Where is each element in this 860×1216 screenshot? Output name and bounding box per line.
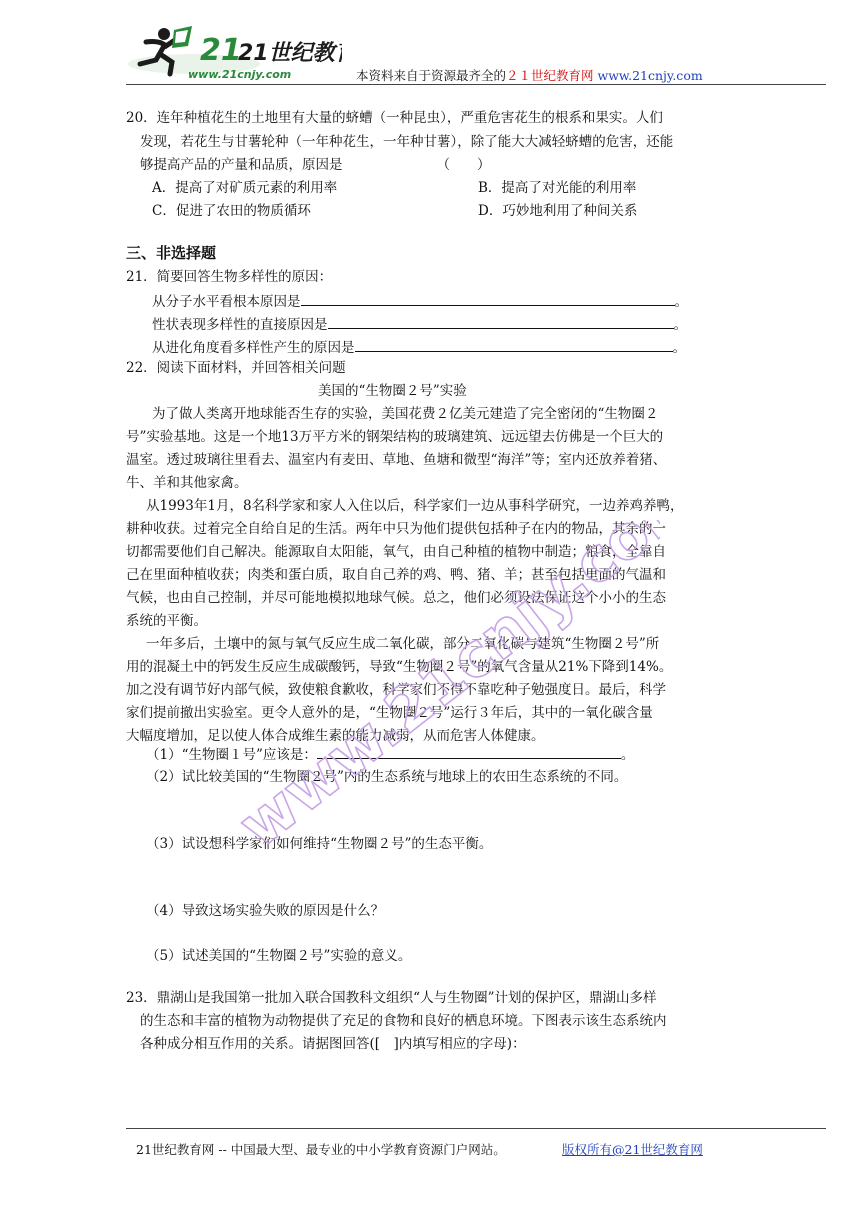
footer-rule (126, 1128, 826, 1129)
q22-para1-line: 温室。透过玻璃往里看去、温室内有麦田、草地、鱼塘和微型“海洋”等；室内还放养着猪、 (126, 452, 667, 468)
watermark-text: www.21cnjy.com (226, 520, 660, 862)
q22-para2-line: 切都需要他们自己解决。能源取自太阳能，氧气，由自己种植的植物中制造；粮食，全靠自 (126, 544, 666, 560)
q20-line-1: 20．连年种植花生的土地里有大量的蛴螬（一种昆虫），严重危害花生的根系和果实。人们 (126, 110, 663, 126)
q22-para2-line: 系统的平衡。 (126, 613, 207, 629)
q22-para3-line: 用的混凝土中的钙发生反应生成碳酸钙，导致“生物圈２号”的氧气含量从21%下降到14%。 (126, 659, 673, 675)
q22-sub-5: （5）试述美国的“生物圈２号”实验的意义。 (146, 948, 412, 964)
site-logo (126, 20, 342, 82)
header-source-prefix: 本资料来自于资源最齐全的 (356, 68, 507, 83)
logo-text: 21世纪教 (238, 41, 335, 66)
q22-sub-3: （3）试设想科学家们如何维持“生物圈２号”的生态平衡。 (146, 836, 493, 852)
q22-para2-line: 己在里面种植收获；肉类和蛋白质，取自自己养的鸡、鸭、猪、羊；甚至包括里面的气温和 (126, 567, 666, 583)
q22-para2-line: 耕种收获。过着完全自给自足的生活。两年中只为他们提供包括种子在内的物品，其余的一 (126, 521, 666, 537)
q21-item-2-end: 。 (673, 317, 687, 333)
svg-text:21: 21 (200, 33, 242, 68)
q21-blank-3[interactable] (355, 337, 673, 352)
q21-item-3 (152, 337, 686, 358)
q21-item-1-end: 。 (674, 294, 688, 310)
q23-line-2: 的生态和丰富的植物为动物提供了充足的食物和良好的栖息环境。下图表示该生态系统内 (140, 1013, 667, 1029)
q22-para3-line: 加之没有调节好内部气候，致使粮食歉收，科学家们不得不靠吃种子勉强度日。最后，科学 (126, 682, 666, 698)
logo-runner-icon (126, 20, 342, 82)
q22-para3-line: 大幅度增加，足以使人体合成维生素的能力减弱，从而危害人体健康。 (126, 728, 545, 744)
q22-para3-line: 一年多后，土壤中的氮与氧气反应生成二氧化碳，部分二氧化碳与建筑“生物圈２号”所 (146, 636, 660, 652)
header-rule (126, 84, 826, 85)
q20-line-3 (140, 155, 491, 175)
q20-answer-paren[interactable]: （ ） (436, 157, 491, 173)
q20-option-a[interactable]: A．提高了对矿质元素的利用率 (152, 180, 338, 196)
q21-blank-1[interactable] (301, 291, 675, 306)
q22-article-title: 美国的“生物圈２号”实验 (318, 383, 467, 399)
q22-para1-line: 号”实验基地。这是一个地13万平方米的钢架结构的玻璃建筑、远远望去仿佛是一个巨大的 (126, 429, 664, 445)
q22-sub-1-end: 。 (620, 747, 635, 763)
section-title: 三、非选择题 (126, 244, 217, 262)
q21-item-3-text: 从进化角度看多样性产生的原因是 (152, 340, 355, 356)
q22-sub-1-text: （1）“生物圈１号”应该是： (146, 747, 317, 763)
q20-option-d[interactable]: D．巧妙地利用了种间关系 (478, 203, 638, 219)
q23-line-1: 23．鼎湖山是我国第一批加入联合国教科文组织“人与生物圈”计划的保护区，鼎湖山多样 (126, 990, 657, 1006)
q22-para1-line: 牛、羊和其他家禽。 (126, 475, 248, 491)
q21-blank-2[interactable] (328, 314, 674, 329)
header-source-site: ２１世纪教育网 (506, 68, 594, 83)
q22-sub-2: （2）试比较美国的“生物圈２号”内的生态系统与地球上的农田生态系统的不同。 (146, 769, 628, 785)
q22-para2-line: 从1993年1月，8名科学家和家人入住以后，科学家们一边从事科学研究，一边养鸡养鸭， (146, 498, 684, 514)
q22-sub-1-blank[interactable] (317, 744, 621, 759)
q20-option-b[interactable]: B．提高了对光能的利用率 (478, 180, 637, 196)
q21-item-3-end: 。 (672, 340, 686, 356)
logo-url: www.21cnjy.com (188, 68, 292, 81)
header-source-url[interactable]: www.21cnjy.com (597, 68, 703, 83)
q21-item-2 (152, 314, 687, 335)
q22-para1-line: 为了做人类离开地球能否生存的实验，美国花费２亿美元建造了完全密闭的“生物圈２ (152, 406, 659, 422)
q22-stem: 22．阅读下面材料，并回答相关问题 (126, 360, 346, 376)
q21-item-1-text: 从分子水平看根本原因是 (152, 294, 301, 310)
q21-item-2-text: 性状表现多样性的直接原因是 (152, 317, 328, 333)
footer-copyright-link[interactable]: 版权所有@21世纪教育网 (562, 1142, 703, 1157)
q20-line-3-text: 够提高产品的产量和品质，原因是 (140, 157, 343, 173)
header-source-line (356, 66, 703, 84)
q23-line-3: 各种成分相互作用的关系。请据图回答([ ]内填写相应的字母)： (140, 1036, 526, 1052)
q20-line-2: 发现，若花生与甘薯轮种（一年种花生，一年种甘薯），除了能大大减轻蛴螬的危害，还能 (140, 134, 674, 150)
footer-left: 21世纪教育网 -- 中国最大型、最专业的中小学教育资源门户网站。 (136, 1142, 506, 1157)
q21-item-1 (152, 291, 688, 312)
q22-sub-1 (146, 744, 634, 765)
q22-para2-line: 气候，也由自己控制，并尽可能地模拟地球气候。总之，他们必须设法保证这个小小的生态 (126, 590, 666, 606)
q22-sub-4: （4）导致这场实验失败的原因是什么？ (146, 903, 385, 919)
q21-stem: 21．简要回答生物多样性的原因： (126, 269, 333, 285)
q22-para3-line: 家们提前撤出实验室。更令人意外的是，“生物圈２号”运行３年后，其中的一氧化碳含量 (126, 705, 653, 721)
q20-option-c[interactable]: C．促进了农田的物质循环 (152, 203, 311, 219)
